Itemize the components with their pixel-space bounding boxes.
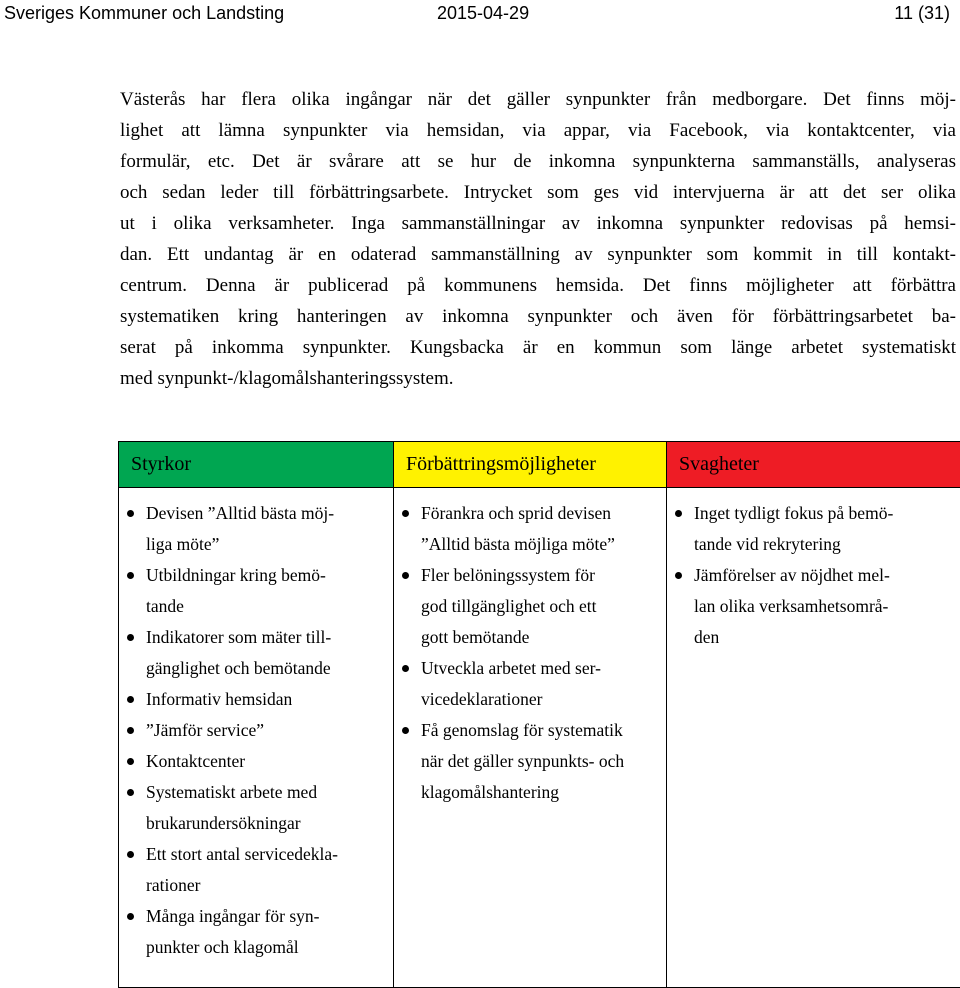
bullet-icon (127, 510, 134, 517)
weaknesses-list (671, 498, 954, 653)
list-item: Fler belöningssystem för god tillgänglighet och ett gott bemötande (398, 560, 660, 653)
bullet-icon (402, 665, 409, 672)
header-strengths: Styrkor (119, 442, 394, 488)
paragraph-line: systematiken kring hanteringen av inkomna synpunkter och även för förbättringsarbetet ba- (120, 306, 956, 327)
swot-content-row (119, 488, 960, 988)
header-weaknesses: Svagheter (667, 442, 960, 488)
bullet-icon (402, 510, 409, 517)
bullet-icon (127, 758, 134, 765)
paragraph-line: ut i olika verksamheter. Inga sammanställningar av inkomna synpunkter redovisas på hemsi- (120, 213, 956, 234)
paragraph-line: lighet att lämna synpunkter via hemsidan, via appar, via Facebook, via kontaktcenter, via (120, 120, 956, 141)
paragraph-line: med synpunkt-/klagomålshanteringssystem. (120, 368, 454, 389)
header-improvements: Förbättringsmöjligheter (394, 442, 667, 488)
list-item: Devisen ”Alltid bästa möj- liga möte” (123, 498, 387, 560)
list-item: Få genomslag för systematik när det gäller synpunkts- och klagomålshantering (398, 715, 660, 808)
list-item: Ett stort antal servicedekla- rationer (123, 839, 387, 901)
list-item: ”Jämför service” (123, 715, 387, 746)
bullet-icon (675, 572, 682, 579)
swot-header-row (119, 442, 960, 488)
paragraph-line: formulär, etc. Det är svårare att se hur de inkomna synpunkterna sammanställs, analyseras (120, 151, 956, 172)
strengths-list (123, 498, 387, 963)
strengths-cell (119, 488, 394, 988)
bullet-icon (402, 572, 409, 579)
list-item: Utveckla arbetet med ser- vicedeklarationer (398, 653, 660, 715)
bullet-icon (127, 789, 134, 796)
bullet-icon (127, 572, 134, 579)
weaknesses-cell (667, 488, 960, 988)
paragraph-line: serat på inkomma synpunkter. Kungsbacka är en kommun som länge arbetet systematiskt (120, 337, 956, 358)
swot-table (118, 441, 960, 988)
bullet-icon (402, 727, 409, 734)
bullet-icon (127, 634, 134, 641)
bullet-icon (127, 913, 134, 920)
list-item: Jämförelser av nöjdhet mel- lan olika verksamhetsområ- den (671, 560, 954, 653)
list-item: Systematiskt arbete med brukarundersökningar (123, 777, 387, 839)
bullet-icon (127, 696, 134, 703)
body-paragraph (120, 84, 956, 394)
list-item: Förankra och sprid devisen ”Alltid bästa möjliga möte” (398, 498, 660, 560)
list-item: Inget tydligt fokus på bemö- tande vid rekrytering (671, 498, 954, 560)
bullet-icon (675, 510, 682, 517)
paragraph-line: och sedan leder till förbättringsarbete. Intrycket som ges vid intervjuerna är att det ser olika (120, 182, 956, 203)
list-item: Många ingångar för syn- punkter och klagomål (123, 901, 387, 963)
paragraph-line: centrum. Denna är publicerad på kommunens hemsida. Det finns möjligheter att förbättra (120, 275, 956, 296)
bullet-icon (127, 727, 134, 734)
header-page-number: 11 (31) (894, 3, 950, 23)
header-organization: Sveriges Kommuner och Landsting (4, 3, 285, 23)
list-item: Kontaktcenter (123, 746, 387, 777)
page-header (0, 0, 960, 30)
improvements-list (398, 498, 660, 808)
list-item: Indikatorer som mäter till- gänglighet och bemötande (123, 622, 387, 684)
bullet-icon (127, 851, 134, 858)
paragraph-line: dan. Ett undantag är en odaterad sammanställning av synpunkter som kommit in till kontakt- (120, 244, 956, 265)
list-item: Utbildningar kring bemö- tande (123, 560, 387, 622)
paragraph-line: Västerås har flera olika ingångar när det gäller synpunkter från medborgare. Det finns möj- (120, 89, 956, 110)
improvements-cell (394, 488, 667, 988)
list-item: Informativ hemsidan (123, 684, 387, 715)
header-date: 2015-04-29 (437, 3, 530, 23)
